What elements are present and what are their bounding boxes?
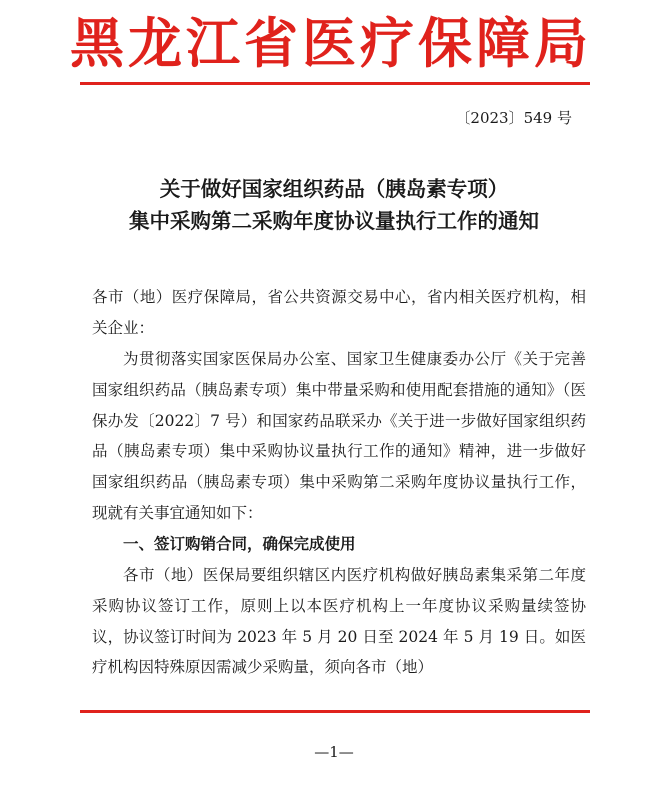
section-heading-1: 一、签订购销合同，确保完成使用 <box>123 535 356 553</box>
section-1-paragraph: 各市（地）医保局要组织辖区内医疗机构做好胰岛素集采第二年度采购协议签订工作，原则上以本医疗机构上一年度协议采购量续签协议，协议签订时间为 2023 年 5 月 20 日至 2024 年 5 月 19 日。如医疗机构因特殊原因需减少采购量，须向各市（地） <box>92 566 586 677</box>
page-number: —1— <box>314 743 354 761</box>
intro-paragraph: 为贯彻落实国家医保局办公室、国家卫生健康委办公厅《关于完善国家组织药品（胰岛素专项）集中带量采购和使用配套措施的通知》（医保办发〔2022〕7 号）和国家药品联采办《关于进一步做好国家组织药品（胰岛素专项）集中采购协议量执行工作的通知》精神，进一步做好国家组织药品（胰岛素专项）集中采购第二采购年度协议量执行工作，现就有关事宜通知如下： <box>92 350 586 522</box>
footer-divider <box>80 710 590 713</box>
addressee-paragraph: 各市（地）医疗保障局，省公共资源交易中心，省内相关医疗机构，相关企业： <box>92 288 586 337</box>
document-title-line-2: 集中采购第二采购年度协议量执行工作的通知 <box>129 209 539 233</box>
agency-masthead: 黑龙江省医疗保障局 <box>70 11 592 75</box>
masthead-divider <box>80 82 590 85</box>
document-number: 〔2023〕549 号 <box>455 109 572 127</box>
document-title-line-1: 关于做好国家组织药品（胰岛素专项） <box>159 177 509 201</box>
